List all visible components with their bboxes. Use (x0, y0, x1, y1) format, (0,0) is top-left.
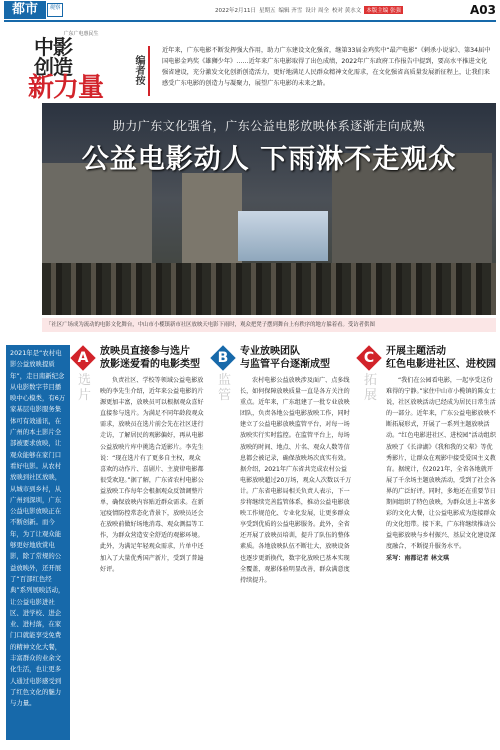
column-b-tag (212, 347, 240, 403)
column-a-letter-badge (70, 345, 95, 370)
issue-editor: 编辑 齐雪 (278, 8, 303, 14)
photo-building-mid (182, 173, 242, 263)
chief-editor-badge: 本版主编 张强 (366, 8, 402, 14)
editor-note-text: 近年来，广东电影不断发挥强大作用，助力广东建设文化强省，继第33届金鸡奖中“最产电影”《刺杀小说家》、第34届中国电影金鸡奖《雄狮少年》……近年来广东电影取得了出色成绩，2022年广东政府工作报告中提到，要高水平推进文化强省建设，充分激发文化创新创造活力，更好地满足人民群众精神文化需求，在文化强省高质量发展新征程上，让我们来感受广东电影的创造力与凝聚力，展望广东电影的未来之路。 (162, 47, 491, 87)
column-a-tag (72, 347, 100, 403)
banner-small-text: 广东广电惠民生 (63, 31, 99, 37)
banner-title-line1: 中影 (34, 35, 72, 59)
banner-title-line2: 创造 (34, 55, 72, 79)
column-c-body (386, 375, 496, 564)
column-a-body: 负责社区、学校等领域公益电影放映的李先生介绍，近年来公益电影的片源更加丰富，放映员可以根据观众喜好直接参与选片。为满足不同年龄段观众需求，放映员在选片前会先在社区进行走访，了解居民的观影偏好，再从电影公益放映片库中挑选合适影片。李先生说：“现在选片有了更多自主权，观众喜欢的动作片、喜剧片、主旋律电影都很受欢迎。”据了解，广东省农村电影公益放映工作每年会根据观众反馈调整片单，确保放映内容贴近群众需求。在新冠疫情防控常态化背景下，放映员还会在放映前做好场地消毒、观众测温等工作，为群众营造安全舒适的观影环境。此外，为满足年轻观众需求，片单中还加入了大量优秀国产新片，受到了普遍好评。 (100, 377, 204, 573)
photo-caption: 「社区广场成为流动的电影文化舞台，中山市小榄镇新市社区放映天电影下雨时，观众把凳子摆到舞台上有秩序的地方躲着看。受访者供图 (42, 318, 496, 332)
column-b-body: 农村电影公益放映涉及面广、点多线长，如何保障放映质量一直是各方关注的重点。近年来，广东组建了一批专业放映团队，负责各地公益电影放映工作，同时建立了公益电影放映监管平台，对每一场放映实行实时监控。在监管平台上，每场放映的时间、地点、片名、观众人数等信息都会被记录，确保放映场次真实有效。据介绍，2021年广东省共完成农村公益电影放映超过20万场，观众人次数以千万计。广东省电影局相关负责人表示，下一步将继续完善监管体系，推动公益电影放映工作规范化、专业化发展，让更多群众享受到优质的公益电影服务。此外，全省还开展了放映员培训，提升了队伍的整体素质。各地放映队伍不断壮大，放映设备也逐步更新换代，数字化放映已基本实现全覆盖，观影体验明显改善，群众满意度持续提升。 (240, 377, 352, 584)
issue-weekday: 星期五 (259, 8, 276, 14)
column-b-letter: B (217, 350, 229, 366)
column-b-letter-badge (210, 345, 235, 370)
photo-film-screen (238, 211, 328, 261)
column-c-headline: 开展主题活动 红色电影进社区、进校园 (386, 346, 496, 370)
editor-note-bar (148, 46, 150, 96)
column-c-letter-badge (356, 345, 381, 370)
column-a-letter: A (77, 350, 89, 366)
headline-subtitle: 助力广东文化强省，广东公益电影放映体系逐渐走向成熟 (112, 119, 426, 133)
column-b-headline: 专业放映团队 与监管平台逐渐成型 (240, 346, 330, 370)
issue-designer: 设计 周全 (305, 8, 330, 14)
photo-audience (42, 263, 496, 315)
column-b (212, 345, 352, 740)
lead-photo (42, 103, 496, 315)
series-banner (28, 30, 128, 103)
photo-building-left (42, 163, 152, 273)
issue-proofreader: 校对 黄水文 (332, 8, 362, 14)
masthead (0, 0, 500, 20)
column-c-keyword: 拓展 (364, 373, 378, 403)
masthead-rule (4, 20, 496, 22)
column-a (72, 345, 206, 740)
column-b-keyword: 监管 (218, 373, 232, 403)
column-c-letter: C (363, 350, 375, 366)
headline-title: 公益电影动人 下雨淋不走观众 (81, 144, 457, 175)
issue-date: 2022年2月11日 (215, 8, 256, 14)
banner-title-red: 新力量 (28, 73, 104, 103)
paper-section-name: 都市 (4, 1, 46, 19)
editor-note-label: 编者按 (133, 55, 144, 85)
column-c-tag (358, 347, 386, 403)
page-number: A03 (470, 3, 496, 17)
column-name: 观察 (47, 3, 63, 17)
column-a-keyword: 选片 (78, 373, 92, 403)
column-c-body-text: “我们在公园看电影，一起享受这份难得的宁静。”家住中山市小榄镇的陈女士说，社区放映活动已经成为居民日常生活的一部分。近年来，广东公益电影放映不断拓展形式，开展了一系列主题放映活动。“红色电影进社区、进校园”活动组织放映了《长津湖》《我和我的父辈》等优秀影片，让群众在观影中接受爱国主义教育。据统计，仅2021年，全省各地就开展了千余场主题放映活动，受到了社会各界的广泛好评。同时，多地还在重要节日期间组织了特色放映，为群众送上丰富多彩的文化大餐，让公益电影成为连接群众的文化纽带。接下来，广东将继续推动公益电影放映与乡村振兴、基层文化建设深度融合，不断提升服务水平。 (386, 377, 496, 551)
issue-info (215, 6, 403, 14)
intro-sidebar: 2021年是“农村电影公益放映提质年”，走日南新纪念从电影数字节目播映中心模类，有6万家基层电影服务集体可有效通讯，在广州的本土影片全部被要求放映，让观众能够在家门口看好电影。从农村放映到社区放映，从城市到乡村，从广州到深圳，广东公益电影放映正在不断创新。而今年，为了让观众能够更好地欣赏电影，除了常规的公益放映外，还开展了“百部红色经典”系列展映活动，让公益电影进社区、进学校、进企业、进村落，在家门口就能享受免费的精神文化大餐，丰富群众的业余文化生活，也让更多人通过电影感受到了红色文化的魅力与力量。 (6, 345, 70, 740)
column-c-credit: 采写：南都记者 林文琪 (386, 554, 450, 562)
column-c (358, 345, 496, 740)
column-a-headline: 放映员直接参与选片 放影迷爱看的电影类型 (100, 346, 200, 370)
